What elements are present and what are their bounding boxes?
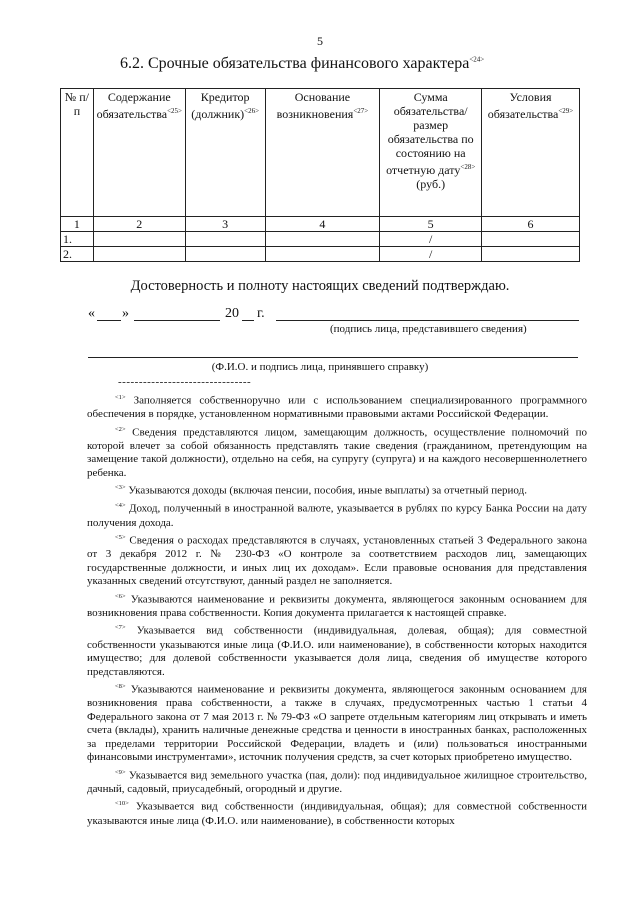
row-number: 1. bbox=[61, 232, 94, 247]
page-number: 5 bbox=[317, 34, 323, 48]
footnote-ref: <24> bbox=[469, 55, 485, 64]
col-header-content: Содержание обязательства$^{<25>}$ bbox=[93, 89, 185, 217]
date-signature-line bbox=[88, 306, 588, 324]
col-header-amount: Сумма обязательства/ размер обязательства по состоянию на отчетную дату$^{<28>}$ (руб.) bbox=[380, 89, 482, 217]
col-header-conditions: Условия обязательства$^{<29>}$ bbox=[482, 89, 580, 217]
col-header-number: № п/п bbox=[61, 89, 94, 217]
table-cell[interactable] bbox=[93, 232, 185, 247]
month-field[interactable] bbox=[134, 306, 220, 321]
column-number: 3 bbox=[185, 217, 265, 232]
receiver-signature-field[interactable] bbox=[88, 357, 578, 358]
footnote: $^{<4>}$ Доход, полученный в иностранной валюте, указывается в рублях по курсу Банка России на дату получения дохода. bbox=[87, 502, 587, 529]
table-row bbox=[61, 232, 580, 247]
footnote: $^{<7>}$ Указывается вид собственности (индивидуальная, долевая, общая); для совместной собственности указываются иные лица (Ф.И.О. или наименование), в собственности которых находится имущество; для долевой собственности указывается доля лица, сведения об имуществе которого представляются. bbox=[87, 624, 588, 678]
footnote: $^{<2>}$ Сведения представляются лицом, замещающим должность, осуществление полномочий по которой влечет за собой обязанность представлять такие сведения (гражданином, претендующим на замещение такой должности), отдельно на себя, на супругу (супруга) и на каждого несовершеннолетнего ребенка. bbox=[87, 425, 587, 479]
table-cell[interactable] bbox=[185, 232, 265, 247]
close-quote: » bbox=[122, 306, 129, 321]
table-cell[interactable] bbox=[265, 247, 380, 262]
footnote: $^{<1>}$ Заполняется собственноручно или с использованием специализированного программного обеспечения в порядке, установленном нормативными правовыми актами Российской Федерации. bbox=[87, 394, 587, 421]
confirmation-statement: Достоверность и полноту настоящих сведений подтверждаю. bbox=[130, 278, 510, 294]
footnote-separator: -------------------------------- bbox=[118, 376, 252, 388]
table-cell[interactable] bbox=[185, 247, 265, 262]
year-prefix: 20 bbox=[225, 306, 239, 321]
receiver-caption: (Ф.И.О. и подпись лица, принявшего справку) bbox=[211, 361, 429, 373]
footnote: $^{<8>}$ Указываются наименование и реквизиты документа, являющегося законным основанием для возникновения права собственности, а также в случаях, предусмотренных частью 1 статьи 4 Федерального закона от 7 мая 2013 г. № 79-ФЗ «О запрете отдельным категориям лиц открывать и иметь счета (вклады), хранить наличные денежные средства и ценности в иностранных банках, расположенных за пределами территории Российской Федерации, владеть и (или) пользоваться иностранными финансовыми инструментами», источник получения средств, за счет которых приобретено имущество. bbox=[87, 683, 587, 764]
footnote: $^{<10>}$ Указывается вид собственности (индивидуальная, общая); для совместной собственности указываются иные лица (Ф.И.О. или наименование), в собственности которых bbox=[87, 800, 587, 827]
table-cell[interactable] bbox=[482, 232, 580, 247]
section-heading-text: 6.2. Срочные обязательства финансового характера bbox=[120, 55, 470, 72]
column-number: 6 bbox=[482, 217, 580, 232]
day-field[interactable] bbox=[97, 306, 121, 321]
amount-cell[interactable]: / bbox=[380, 232, 482, 247]
footnotes bbox=[87, 391, 587, 829]
footnote: $^{<3>}$ Указываются доходы (включая пенсии, пособия, иные выплаты) за отчетный период. bbox=[115, 484, 527, 497]
column-number: 2 bbox=[93, 217, 185, 232]
signature-caption: (подпись лица, представившего сведения) bbox=[330, 323, 527, 335]
table-cell[interactable] bbox=[93, 247, 185, 262]
signature-field[interactable] bbox=[276, 306, 579, 321]
open-quote: « bbox=[88, 306, 95, 321]
row-number: 2. bbox=[61, 247, 94, 262]
footnote: $^{<6>}$ Указываются наименование и реквизиты документа, являющегося законным основанием для возникновения права собственности. Копия документа прилагается к настоящей справке. bbox=[87, 592, 587, 619]
column-number: 1 bbox=[61, 217, 94, 232]
footnote: $^{<5>}$ Сведения о расходах представляются в случаях, установленных статьей 3 Федерального закона от 3 декабря 2012 г. № 230-ФЗ «О контроле за соответствием расходов лиц, замещающих государственные должности, и иных лиц их доходам». Если правовые основания для представления указанных сведений отсутствуют, данный раздел не заполняется. bbox=[87, 534, 587, 588]
column-number: 4 bbox=[265, 217, 380, 232]
col-header-basis: Основание возникновения$^{<27>}$ bbox=[265, 89, 380, 217]
col-header-creditor: Кредитор (должник)$^{<26>}$ bbox=[185, 89, 265, 217]
obligations-table bbox=[60, 88, 580, 262]
year-suffix: г. bbox=[257, 306, 265, 321]
amount-cell[interactable]: / bbox=[380, 247, 482, 262]
footnote: $^{<9>}$ Указывается вид земельного участка (пая, доли): под индивидуальное жилищное строительство, дачный, садовый, приусадебный, огородный и другие. bbox=[87, 768, 587, 795]
year-field[interactable] bbox=[242, 306, 254, 321]
column-number: 5 bbox=[380, 217, 482, 232]
table-header-row bbox=[61, 89, 580, 217]
section-heading bbox=[120, 55, 484, 73]
table-cell[interactable] bbox=[265, 232, 380, 247]
table-cell[interactable] bbox=[482, 247, 580, 262]
column-number-row bbox=[61, 217, 580, 232]
table-row bbox=[61, 247, 580, 262]
